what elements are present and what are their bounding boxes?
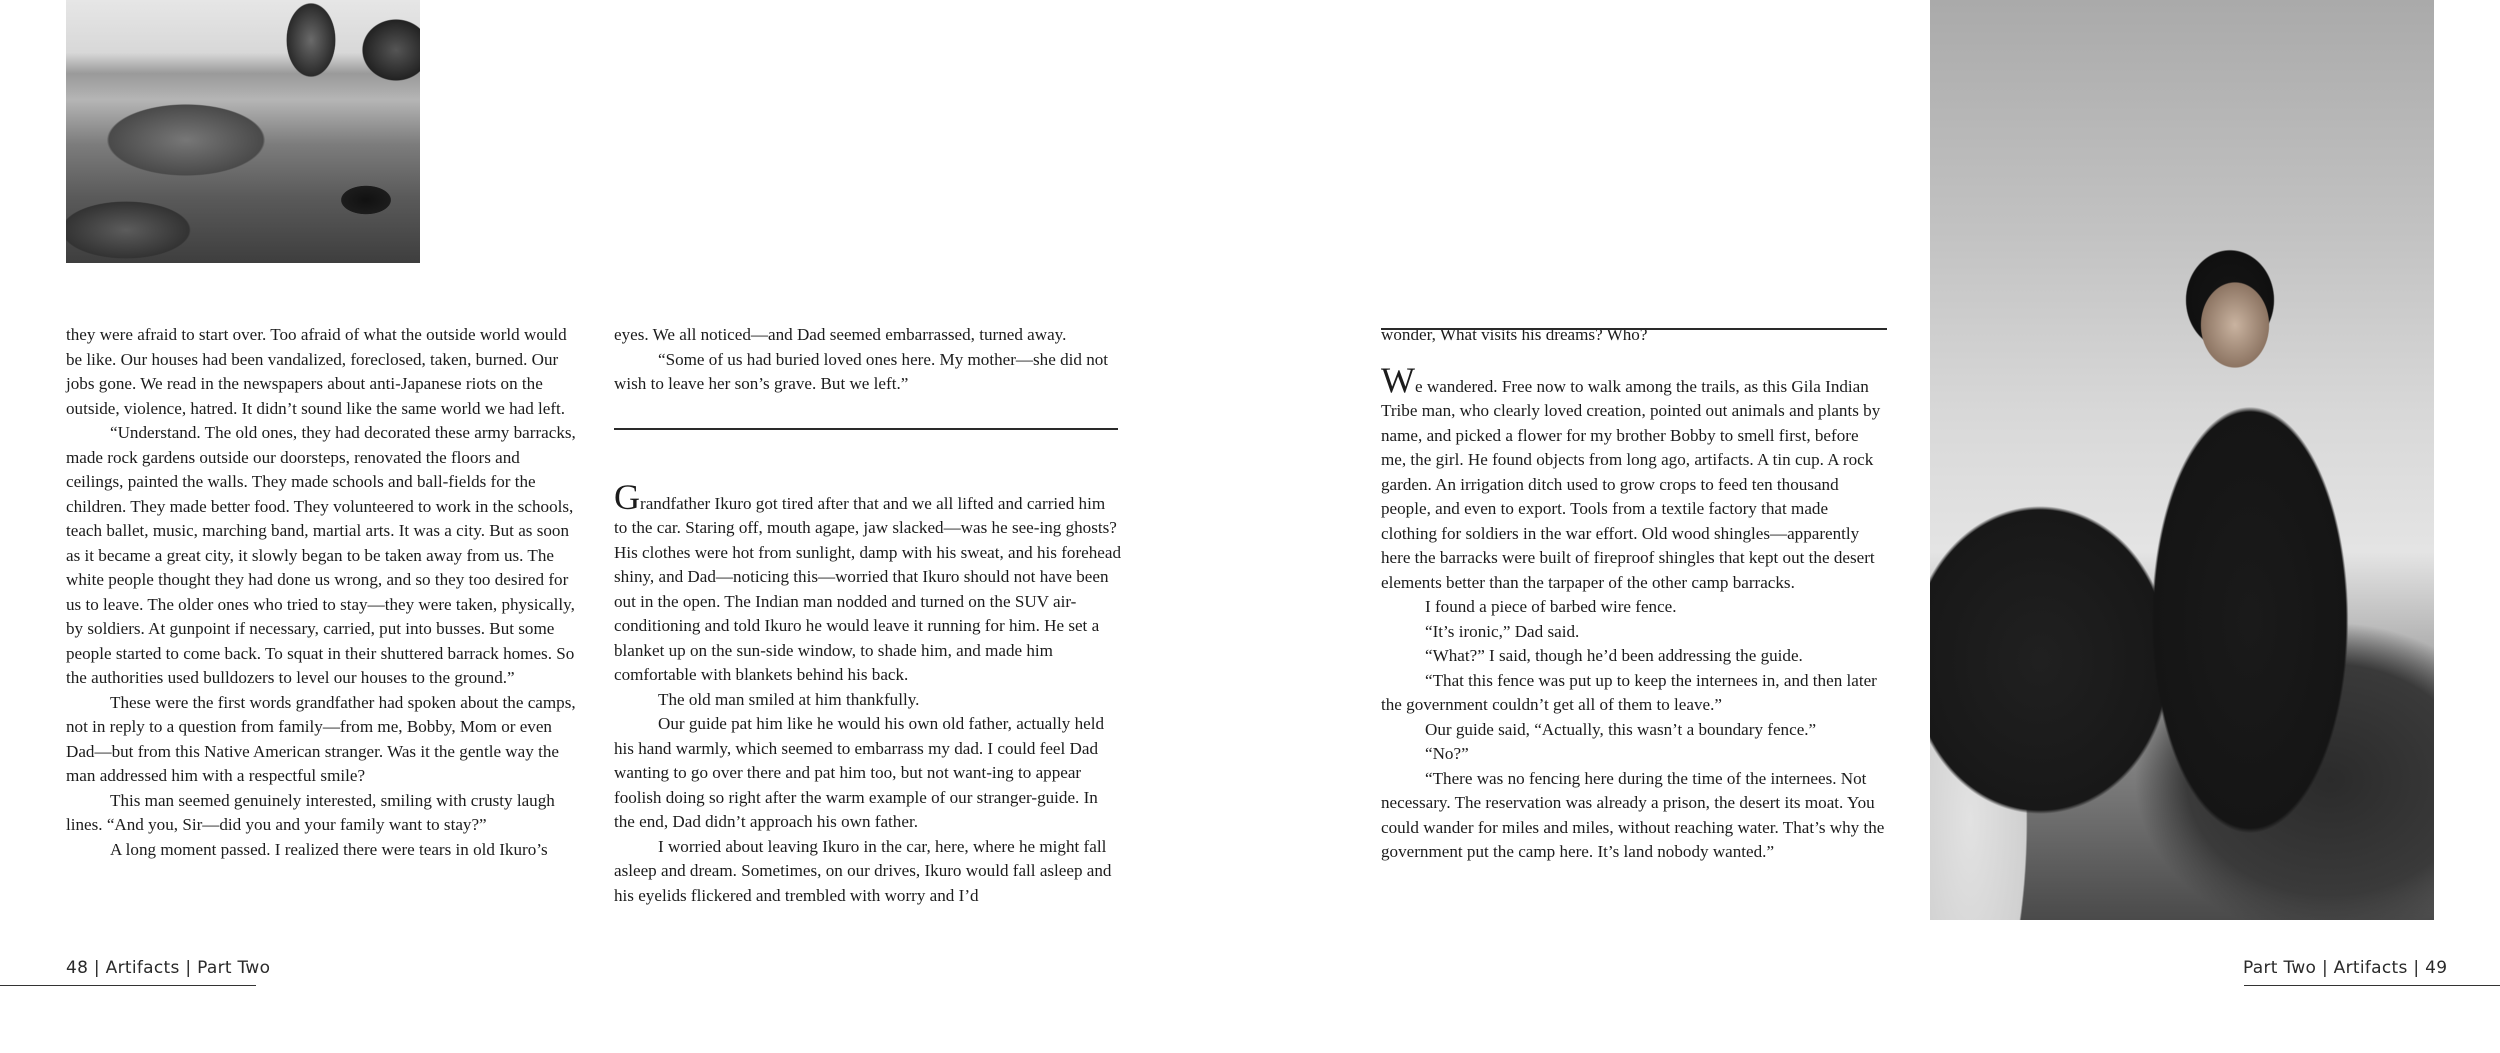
paragraph: “No?” [1425, 744, 1469, 763]
drop-cap: W [1381, 359, 1415, 400]
paragraph: “Some of us had buried loved ones here. My mother—she did not wish to leave her son’s grave. But we left.” [614, 349, 1109, 393]
paragraph: wonder, What visits his dreams? Who? [1381, 325, 1648, 344]
desert-landscape-photo [66, 0, 420, 263]
paragraph: Our guide pat him like he would his own old father, actually held his hand warmly, which seemed to embarrass my dad. I could feel Dad wanting to go over there and pat him too, but not want-ing to appear foolish doing so right after the warm example of our stranger-guide. In the end, Dad didn’t approach his own father. [614, 714, 1105, 831]
text-column-center [614, 323, 1122, 908]
folio-left: 48 | Artifacts | Part Two [66, 958, 271, 978]
drop-cap: G [614, 476, 640, 517]
paragraph: they were afraid to start over. Too afraid of what the outside world would be like. Our houses had been vandalized, foreclosed, taken, burned. Our jobs gone. We read in the newspapers about anti-Japanese riots on the outside, violence, hatred. It didn’t sound like the same world we had left. [66, 325, 567, 418]
paragraph: “Understand. The old ones, they had decorated these army barracks, made rock gardens outside our doorsteps, renovated the floors and ceilings, painted the walls. They made schools and ball-fields for the children. They made better food. They volunteered to work in the schools, teach ballet, music, marching band, martial arts. It was a city. But as soon as it became a great city, it slowly began to be taken away from us. The white people thought they had done us wrong, and so they too desired for us to leave. The older ones who tried to stay—they were taken, physically, by soldiers. At gunpoint if necessary, carried, put into busses. But some people started to come back. To squat in their shuttered barrack homes. So the authorities used bulldozers to level our houses to the ground.” [66, 423, 576, 687]
paragraph: A long moment passed. I realized there were tears in old Ikuro’s [110, 839, 548, 859]
paragraph: Our guide said, “Actually, this wasn’t a boundary fence.” [1425, 719, 1817, 739]
section-divider [614, 428, 1118, 430]
folio-rule-right [2244, 985, 2500, 986]
paragraph: eyes. We all noticed—and Dad seemed embarrassed, turned away. [614, 325, 1067, 344]
paragraph: I worried about leaving Ikuro in the car, here, where he might fall asleep and dream. Sometimes, on our drives, Ikuro would fall asleep and his eyelids flickered and trembled with worry and I’d [614, 836, 1112, 905]
paragraph: “There was no fencing here during the time of the internees. Not necessary. The reservation was already a prison, the desert its moat. You could wander for miles and miles, without reaching water. That’s why the government put the camp here. It’s land nobody wanted.” [1381, 768, 1885, 861]
text-column-right [1381, 323, 1885, 865]
paragraph: “What?” I said, though he’d been addressing the guide. [1425, 646, 1803, 665]
section-break-space [614, 397, 1122, 487]
people-smelling-flowers-photo [1930, 0, 2434, 920]
paragraph: “That this fence was put up to keep the internees in, and then later the government couldn’t get all of them to leave.” [1381, 670, 1877, 714]
folio-right: Part Two | Artifacts | 49 [2243, 958, 2448, 978]
paragraph: These were the first words grandfather had spoken about the camps, not in reply to a question from family—from me, Bobby, Mom or even Dad—but from this Native American stranger. Was it the gentle way the man addressed him with a respectful smile? [66, 692, 576, 785]
section-divider [1381, 328, 1887, 330]
paragraph-text: randfather Ikuro got tired after that and we all lifted and carried him to the car. Staring off, mouth agape, jaw slacked—was he see-ing ghosts? His clothes were hot from sunlight, damp with his sweat, and his forehead shiny, and Dad—noticing this—worried that Ikuro should not have been out in the open. The Indian man nodded and turned on the SUV air-conditioning and told Ikuro he would leave it running for him. He set a blanket up on the sun-side window, to shade him, and made him comfortable with blankets behind his back. [614, 493, 1122, 684]
paragraph: I found a piece of barbed wire fence. [1425, 597, 1677, 616]
folio-rule-left [0, 985, 256, 986]
text-column-left [66, 323, 576, 862]
section-break-space [1381, 348, 1885, 370]
paragraph-with-dropcap [1381, 359, 1885, 596]
paragraph: This man seemed genuinely interested, smiling with crusty laugh lines. “And you, Sir—did you and your family want to stay?” [66, 790, 555, 834]
paragraph: The old man smiled at him thankfully. [658, 689, 920, 709]
paragraph: “It’s ironic,” Dad said. [1425, 621, 1580, 641]
paragraph-text: e wandered. Free now to walk among the trails, as this Gila Indian Tribe man, who clearly loved creation, pointed out animals and plants by name, and picked a flower for my brother Bobby to smell first, before me, the girl. He found objects from long ago, artifacts. A tin cup. A rock garden. An irrigation ditch used to grow crops to feed ten thousand people, and even to export. Tools from a textile factory that made clothing for soldiers in the war effort. Old wood shingles—apparently here the barracks were built of fireproof shingles that kept out the desert elements better than the tarpaper of the other camp barracks. [1381, 376, 1881, 592]
paragraph-with-dropcap [614, 476, 1122, 688]
